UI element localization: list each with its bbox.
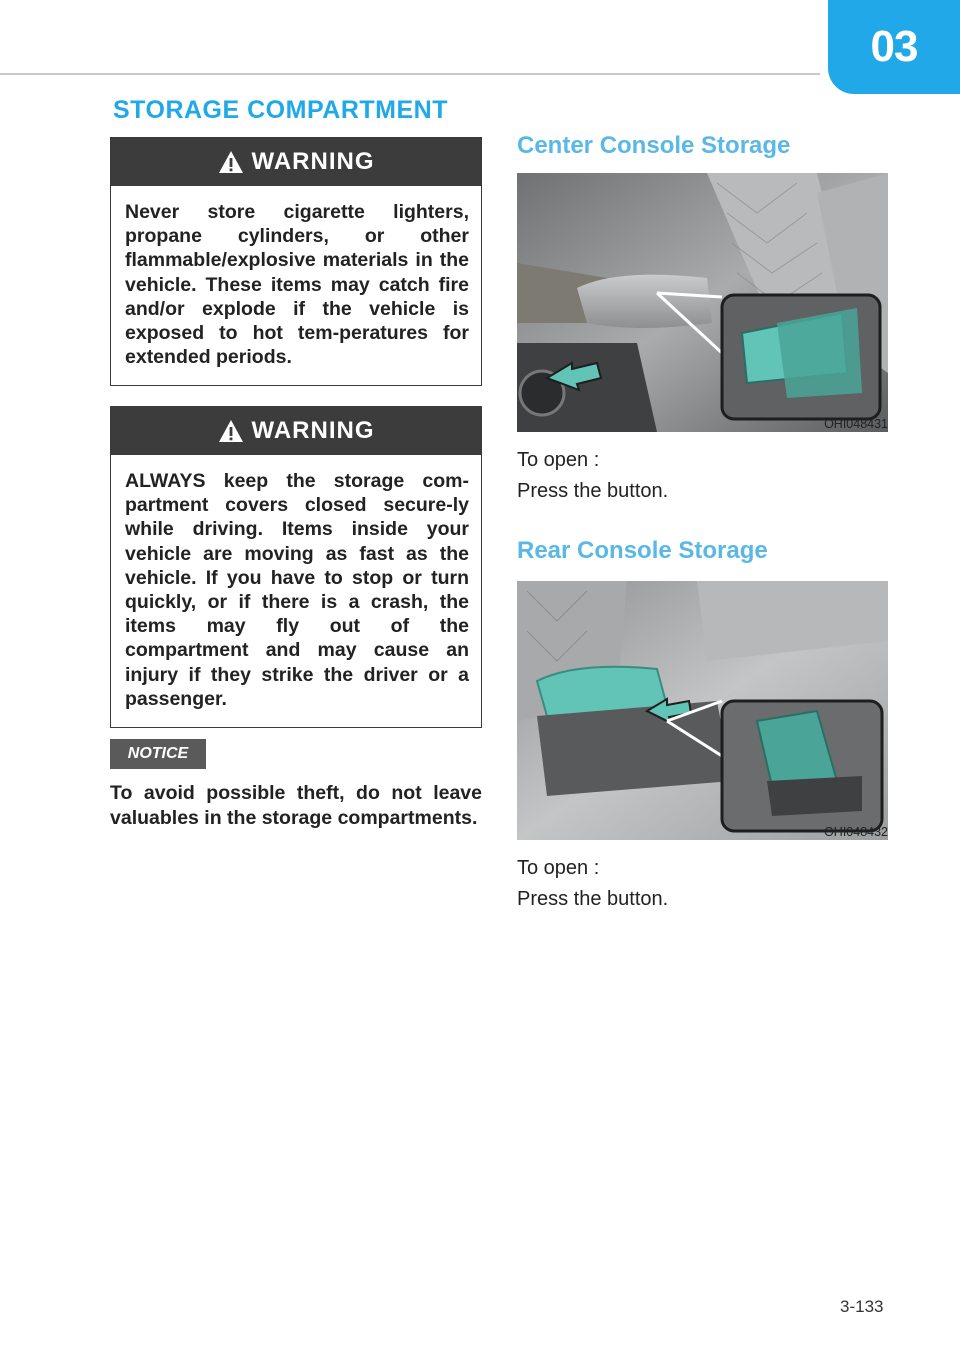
warning-label: WARNING [251,417,375,444]
warning-text: ALWAYS keep the storage com-partment covers closed secure-ly while driving. Items inside your vehicle are moving as fast as the vehicle. If you have to stop or turn quickly, or if there is a crash, the items may fly out of the compartment and may cause an injury if they strike the driver or a passenger. [125,470,469,710]
notice-text: To avoid possible theft, do not leave valuables in the storage compartments. [110,782,482,829]
warning-triangle-icon [218,419,244,443]
figure-code: OHI048432 [824,825,888,839]
rear-console-title: Rear Console Storage [517,537,768,564]
warning-header [111,407,481,455]
rear-console-photo [517,581,888,840]
rear-step-1: To open : [517,857,600,879]
warning-box-covers [110,406,482,728]
center-console-photo [517,173,888,432]
center-step-1: To open : [517,449,600,471]
warning-triangle-icon [218,150,244,174]
notice-badge: NOTICE [110,739,206,769]
warning-label: WARNING [251,148,375,175]
warning-box-flammables [110,137,482,386]
warning-header [111,138,481,186]
section-title: STORAGE COMPARTMENT [113,96,448,124]
warning-text: Never store cigarette lighters, propane cylinders, or other flammable/explosive materials in the vehicle. These items may catch fire and/or explode if the vehicle is exposed to hot tem-peratures for extended periods. [125,201,469,369]
center-console-title: Center Console Storage [517,132,791,159]
center-step-2: Press the button. [517,480,669,502]
figure-code: OHI048431 [824,417,888,431]
rear-step-2: Press the button. [517,888,669,910]
chapter-tab: 03 [828,0,960,94]
header-rule [0,73,820,75]
page-number: 3-133 [840,1297,884,1316]
